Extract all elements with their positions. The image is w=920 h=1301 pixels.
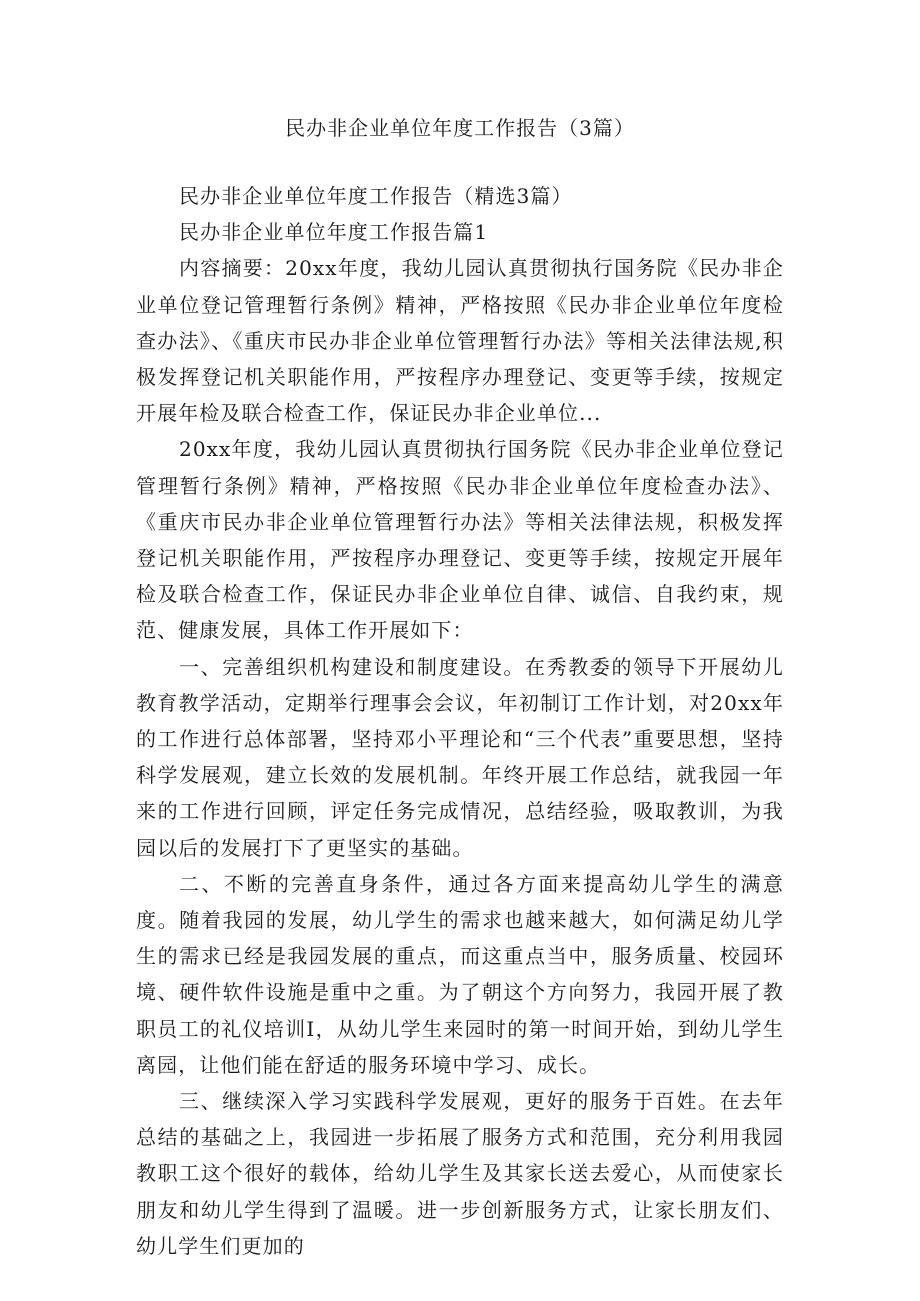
document-body: [136, 178, 784, 1264]
intro-paragraph: 20xx年度，我幼儿园认真贯彻执行国务院《民办非企业单位登记管理暂行条例》精神，严格按照《民办非企业单位年度检查办法》、《重庆市民办非企业单位管理暂行办法》等相关法律法规，积极发挥登记机关职能作用，严按程序办理登记、变更等手续，按规定开展年检及联合检查工作，保证民办非企业单位自律、诚信、自我约束，规范、健康发展，具体工作开展如下：: [136, 437, 784, 643]
point-one-paragraph: 一、完善组织机构建设和制度建设。在秀教委的领导下开展幼儿教育教学活动，定期举行理事会会议，年初制订工作计划，对20xx年的工作进行总体部署，坚持邓小平理论和“三个代表”重要思想，坚持科学发展观，建立长效的发展机制。年终开展工作总结，就我园一年来的工作进行回顾，评定任务完成情况，总结经验，吸取教训，为我园以后的发展打下了更坚实的基础。: [136, 654, 784, 860]
document-title: 民办非企业单位年度工作报告（3篇）: [285, 116, 635, 140]
section-heading: 民办非企业单位年度工作报告篇1: [179, 220, 489, 245]
point-two-paragraph: 二、不断的完善直身条件，通过各方面来提高幼儿学生的满意度。随着我园的发展，幼儿学生的需求也越来越大，如何满足幼儿学生的需求已经是我园发展的重点，而这重点当中，服务质量、校园环境、硬件软件设施是重中之重。为了朝这个方向努力，我园开展了教职员工的礼仪培训I，从幼儿学生来园时的第一时间开始，到幼儿学生离园，让他们能在舒适的服务环境中学习、成长。: [136, 871, 784, 1077]
subtitle-paragraph: 民办非企业单位年度工作报告（精选3篇）: [179, 184, 573, 208]
summary-paragraph: 内容摘要：20xx年度，我幼儿园认真贯彻执行国务院《民办非企业单位登记管理暂行条例》精神，严格按照《民办非企业单位年度检查办法》、《重庆市民办非企业单位管理暂行办法》等相关法律法规,积极发挥登记机关职能作用，严按程序办理登记、变更等手续，按规定开展年检及联合检查工作，保证民办非企业单位...: [136, 256, 784, 426]
point-three-paragraph: 三、继续深入学习实践科学发展观，更好的服务于百姓。在去年总结的基础之上，我园进一步拓展了服务方式和范围，充分利用我园教职工这个很好的载体，给幼儿学生及其家长送去爱心，从而使家长朋友和幼儿学生得到了温暖。进一步创新服务方式，让家长朋友们、幼儿学生们更加的: [136, 1089, 784, 1258]
